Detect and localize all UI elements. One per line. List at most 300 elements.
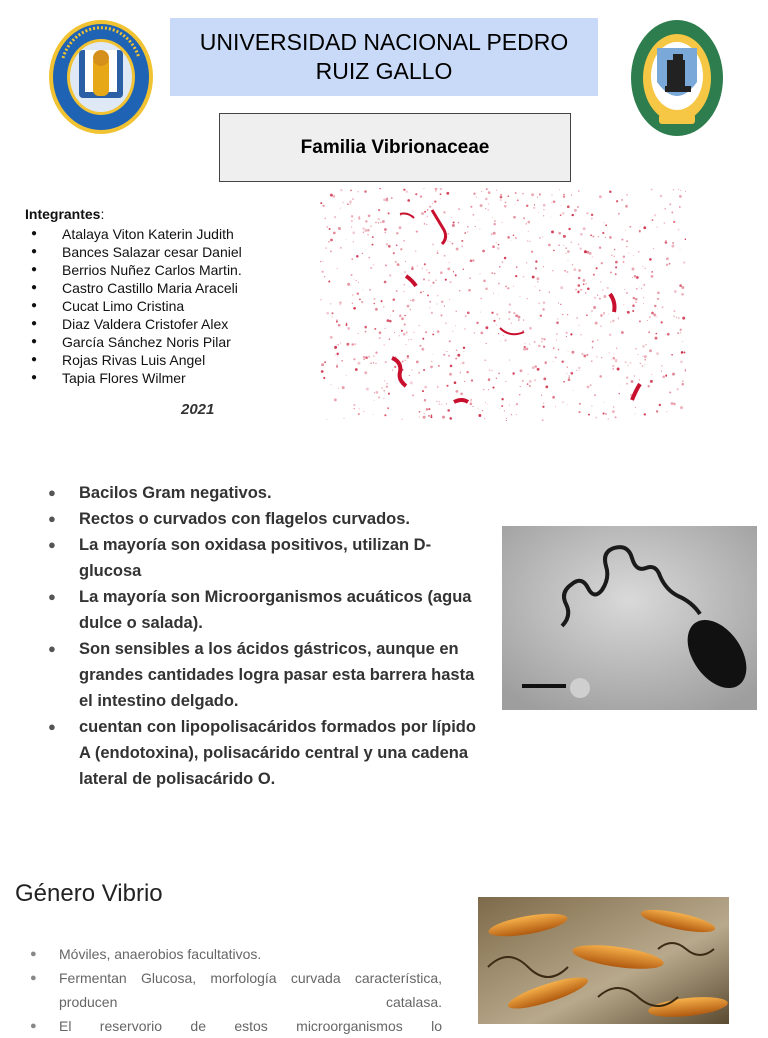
stain-speck — [320, 299, 322, 301]
stain-speck — [437, 295, 438, 296]
stain-speck — [400, 248, 402, 250]
stain-speck — [561, 205, 562, 206]
stain-speck — [422, 390, 424, 392]
stain-speck — [579, 247, 582, 250]
stain-speck — [352, 294, 353, 295]
stain-speck — [515, 275, 517, 277]
stain-speck — [393, 252, 395, 254]
stain-speck — [665, 375, 667, 377]
stain-speck — [612, 410, 615, 413]
stain-speck — [685, 369, 686, 372]
stain-speck — [560, 304, 561, 305]
members-heading: Integrantes: — [25, 206, 105, 222]
stain-speck — [364, 326, 367, 329]
stain-speck — [484, 359, 486, 361]
stain-speck — [677, 332, 678, 333]
stain-speck — [335, 354, 336, 355]
stain-speck — [449, 373, 452, 376]
stain-speck — [610, 322, 611, 323]
stain-speck — [423, 413, 425, 415]
stain-speck — [574, 209, 577, 212]
stain-speck — [340, 304, 341, 305]
stain-speck — [357, 292, 359, 294]
topic-title: Familia Vibrionaceae — [300, 136, 490, 158]
stain-speck — [526, 348, 529, 351]
stain-speck — [526, 223, 527, 224]
stain-speck — [673, 310, 675, 312]
stain-speck — [648, 331, 650, 333]
stain-speck — [595, 417, 597, 419]
stain-speck — [363, 411, 364, 412]
stain-speck — [352, 303, 353, 304]
feature-item: ● La mayoría son oxidasa positivos, utilizan D-glucosa — [48, 532, 478, 584]
stain-speck — [337, 356, 338, 357]
stain-speck — [608, 418, 609, 419]
stain-speck — [459, 290, 461, 292]
stain-speck — [592, 235, 594, 237]
stain-speck — [563, 194, 565, 196]
stain-speck — [443, 211, 445, 213]
stain-speck — [585, 283, 586, 284]
stain-speck — [386, 197, 388, 199]
stain-speck — [625, 230, 626, 231]
stain-speck — [395, 261, 397, 263]
stain-speck — [394, 332, 395, 333]
stain-speck — [461, 245, 462, 246]
stain-speck — [589, 252, 592, 255]
stain-speck — [381, 300, 383, 302]
stain-speck — [397, 263, 400, 266]
stain-speck — [492, 245, 495, 248]
stain-speck — [406, 332, 408, 334]
stain-speck — [676, 388, 678, 390]
stain-speck — [566, 336, 567, 337]
stain-speck — [519, 296, 520, 297]
stain-speck — [566, 373, 567, 374]
stain-speck — [641, 288, 642, 289]
stain-speck — [353, 358, 355, 360]
stain-speck — [359, 299, 361, 301]
stain-speck — [542, 236, 543, 237]
stain-speck — [411, 339, 412, 340]
stain-speck — [498, 283, 500, 285]
stain-speck — [580, 233, 583, 236]
stain-speck — [437, 330, 440, 333]
stain-speck — [511, 323, 512, 324]
stain-speck — [399, 226, 402, 229]
stain-speck — [562, 212, 565, 215]
stain-speck — [586, 212, 589, 215]
stain-speck — [577, 291, 579, 293]
stain-speck — [340, 189, 343, 192]
stain-speck — [568, 375, 569, 376]
stain-speck — [404, 284, 405, 285]
stain-speck — [680, 249, 681, 250]
stain-speck — [388, 245, 391, 248]
stain-speck — [513, 216, 516, 219]
stain-speck — [595, 322, 598, 325]
stain-speck — [497, 247, 500, 250]
stain-speck — [578, 244, 580, 246]
stain-speck — [568, 376, 570, 378]
stain-speck — [590, 234, 592, 236]
stain-speck — [488, 209, 489, 210]
stain-speck — [628, 253, 629, 254]
stain-speck — [653, 248, 654, 249]
stain-speck — [537, 281, 538, 282]
stain-speck — [440, 198, 441, 199]
stain-speck — [417, 265, 418, 266]
stain-speck — [610, 272, 612, 274]
stain-speck — [429, 301, 430, 302]
stain-speck — [491, 312, 493, 314]
stain-speck — [608, 313, 609, 314]
stain-speck — [635, 298, 638, 301]
stain-speck — [551, 195, 552, 196]
stain-speck — [583, 355, 586, 358]
stain-speck — [602, 232, 604, 234]
stain-speck — [533, 207, 535, 209]
stain-speck — [512, 373, 514, 375]
stain-speck — [347, 283, 350, 286]
stain-speck — [625, 205, 628, 208]
stain-speck — [477, 408, 478, 409]
stain-speck — [651, 189, 653, 191]
stain-speck — [373, 414, 374, 415]
stain-speck — [671, 354, 673, 356]
stain-speck — [447, 233, 449, 235]
stain-speck — [627, 365, 628, 366]
stain-speck — [643, 226, 646, 229]
stain-speck — [649, 258, 652, 261]
stain-speck — [336, 366, 338, 368]
stain-speck — [350, 203, 351, 204]
stain-speck — [629, 226, 631, 228]
stain-speck — [385, 264, 387, 266]
stain-speck — [602, 289, 603, 290]
stain-speck — [555, 356, 557, 358]
stain-speck — [450, 365, 453, 368]
stain-speck — [488, 378, 490, 380]
stain-speck — [323, 377, 325, 379]
stain-speck — [419, 411, 421, 413]
stain-speck — [529, 344, 530, 345]
university-logo — [47, 18, 155, 136]
stain-speck — [403, 291, 404, 292]
stain-speck — [364, 190, 367, 193]
stain-speck — [535, 267, 537, 269]
stain-speck — [421, 348, 424, 351]
stain-speck — [471, 379, 473, 381]
stain-speck — [431, 361, 432, 362]
stain-speck — [479, 228, 480, 229]
stain-speck — [565, 253, 566, 254]
stain-speck — [328, 241, 329, 242]
stain-speck — [681, 293, 684, 296]
stain-speck — [673, 221, 675, 223]
stain-speck — [504, 257, 507, 260]
stain-speck — [350, 274, 352, 276]
stain-speck — [613, 357, 616, 360]
stain-speck — [358, 413, 360, 415]
stain-speck — [465, 315, 467, 317]
stain-speck — [642, 365, 644, 367]
stain-speck — [656, 410, 658, 412]
member-item: ● Berrios Nuñez Carlos Martin. — [25, 261, 325, 279]
stain-speck — [680, 360, 683, 363]
stain-speck — [479, 273, 480, 274]
features-section — [48, 480, 478, 792]
stain-speck — [543, 215, 544, 216]
stain-speck — [330, 239, 333, 242]
stain-speck — [342, 202, 344, 204]
faculty-logo — [629, 18, 725, 138]
stain-speck — [631, 380, 634, 383]
stain-speck — [504, 339, 506, 341]
stain-speck — [432, 244, 434, 246]
stain-speck — [678, 189, 679, 190]
stain-speck — [321, 363, 324, 366]
stain-speck — [325, 218, 327, 220]
stain-speck — [396, 244, 398, 246]
stain-speck — [591, 310, 593, 312]
stain-speck — [483, 389, 485, 391]
stain-speck — [418, 372, 419, 373]
stain-speck — [449, 299, 450, 300]
stain-speck — [467, 226, 469, 228]
stain-speck — [623, 261, 625, 263]
stain-speck — [669, 392, 671, 394]
stain-speck — [623, 255, 625, 257]
stain-speck — [535, 365, 537, 367]
stain-speck — [588, 414, 590, 416]
stain-speck — [543, 346, 545, 348]
stain-speck — [529, 327, 532, 330]
stain-speck — [664, 208, 666, 210]
stain-speck — [384, 232, 385, 233]
stain-speck — [491, 234, 492, 235]
stain-speck — [527, 221, 530, 224]
stain-speck — [353, 307, 356, 310]
member-item: ● Bances Salazar cesar Daniel — [25, 243, 325, 261]
stain-speck — [600, 326, 601, 327]
stain-speck — [410, 300, 411, 301]
stain-speck — [447, 409, 450, 412]
stain-speck — [321, 370, 324, 373]
stain-speck — [423, 369, 425, 371]
stain-speck — [494, 273, 496, 275]
stain-speck — [642, 266, 643, 267]
stain-speck — [567, 205, 570, 208]
stain-speck — [632, 304, 635, 307]
stain-speck — [466, 371, 469, 374]
stain-speck — [491, 370, 493, 372]
stain-speck — [635, 407, 636, 408]
stain-speck — [405, 190, 408, 193]
stain-speck — [441, 404, 443, 406]
stain-speck — [597, 340, 598, 341]
stain-speck — [340, 208, 341, 209]
stain-speck — [372, 236, 374, 238]
stain-speck — [472, 259, 474, 261]
stain-speck — [406, 356, 409, 359]
stain-speck — [515, 204, 516, 205]
stain-speck — [563, 235, 566, 238]
stain-speck — [398, 335, 399, 336]
stain-speck — [326, 312, 329, 315]
stain-speck — [579, 370, 580, 371]
stain-speck — [556, 333, 558, 335]
stain-speck — [657, 298, 659, 300]
stain-speck — [458, 222, 460, 224]
stain-speck — [340, 247, 342, 249]
stain-speck — [375, 391, 378, 394]
stain-speck — [379, 331, 382, 334]
stain-speck — [493, 320, 495, 322]
stain-speck — [518, 316, 521, 319]
stain-speck — [665, 240, 667, 242]
stain-speck — [579, 325, 580, 326]
stain-speck — [354, 219, 355, 220]
stain-speck — [492, 217, 493, 218]
stain-speck — [444, 306, 445, 307]
stain-speck — [470, 206, 472, 208]
stain-speck — [522, 380, 523, 381]
stain-speck — [615, 261, 618, 264]
stain-speck — [539, 237, 541, 239]
stain-speck — [437, 303, 438, 304]
stain-speck — [346, 343, 349, 346]
stain-speck — [618, 213, 619, 214]
stain-speck — [570, 333, 572, 335]
stain-speck — [412, 299, 415, 302]
stain-speck — [409, 375, 410, 376]
stain-speck — [515, 314, 518, 317]
stain-speck — [611, 255, 612, 256]
stain-speck — [609, 334, 612, 337]
stain-speck — [346, 239, 347, 240]
stain-speck — [438, 403, 440, 405]
stain-speck — [603, 222, 604, 223]
stain-speck — [358, 333, 359, 334]
stain-speck — [433, 331, 434, 332]
stain-speck — [336, 364, 337, 365]
stain-speck — [475, 226, 476, 227]
stain-speck — [384, 281, 387, 284]
stain-speck — [430, 285, 431, 286]
stain-speck — [431, 414, 432, 415]
stain-speck — [496, 378, 497, 379]
stain-speck — [580, 334, 581, 335]
stain-speck — [428, 415, 430, 417]
stain-speck — [624, 289, 625, 290]
stain-speck — [378, 222, 380, 224]
stain-speck — [373, 355, 374, 356]
stain-speck — [638, 251, 640, 253]
stain-speck — [363, 356, 366, 359]
stain-speck — [470, 278, 471, 279]
stain-speck — [496, 325, 497, 326]
stain-speck — [365, 356, 368, 359]
stain-speck — [386, 243, 388, 245]
year-label: 2021 — [181, 401, 215, 418]
members-list — [25, 225, 325, 387]
stain-speck — [485, 288, 488, 291]
stain-speck — [510, 240, 511, 241]
genus-item: ● El reservorio de estos microorganismos lo — [30, 1014, 442, 1038]
stain-speck — [481, 191, 482, 192]
stain-speck — [499, 408, 500, 409]
stain-speck — [500, 199, 501, 200]
genus-heading: Género Vibrio — [15, 880, 163, 907]
stain-speck — [647, 320, 648, 321]
stain-speck — [529, 380, 532, 383]
stain-speck — [603, 412, 605, 414]
stain-speck — [413, 211, 414, 212]
stain-speck — [467, 231, 468, 232]
stain-speck — [534, 341, 536, 343]
stain-speck — [575, 289, 577, 291]
stain-speck — [680, 329, 682, 331]
stain-speck — [539, 290, 541, 292]
stain-speck — [498, 373, 500, 375]
stain-speck — [446, 351, 447, 352]
stain-speck — [657, 308, 658, 309]
stain-speck — [516, 266, 518, 268]
stain-speck — [571, 214, 573, 216]
stain-speck — [508, 318, 510, 320]
stain-speck — [349, 200, 352, 203]
stain-speck — [534, 379, 536, 381]
stain-speck — [352, 231, 355, 234]
stain-speck — [451, 217, 452, 218]
stain-speck — [553, 200, 556, 203]
stain-speck — [615, 273, 617, 275]
stain-speck — [336, 319, 337, 320]
stain-speck — [644, 359, 646, 361]
stain-speck — [403, 333, 406, 336]
stain-speck — [362, 227, 365, 230]
stain-speck — [535, 286, 536, 287]
stain-speck — [445, 322, 447, 324]
stain-speck — [596, 267, 598, 269]
stain-speck — [405, 344, 406, 345]
stain-speck — [612, 320, 615, 323]
stain-speck — [539, 193, 541, 195]
stain-speck — [392, 370, 393, 371]
stain-speck — [404, 315, 406, 317]
stain-speck — [522, 193, 524, 195]
stain-speck — [583, 227, 586, 230]
stain-speck — [446, 192, 449, 195]
stain-speck — [680, 190, 681, 191]
stain-speck — [609, 352, 610, 353]
stain-speck — [389, 339, 390, 340]
stain-speck — [664, 222, 665, 223]
stain-speck — [541, 341, 542, 342]
stain-speck — [434, 200, 436, 202]
stain-speck — [657, 316, 658, 317]
stain-speck — [383, 390, 385, 392]
stain-speck — [375, 222, 377, 224]
member-item: ● Tapia Flores Wilmer — [25, 369, 325, 387]
stain-speck — [578, 277, 581, 280]
stain-speck — [542, 406, 544, 408]
stain-speck — [597, 295, 598, 296]
stain-speck — [516, 414, 517, 415]
stain-speck — [486, 343, 487, 344]
stain-speck — [460, 372, 461, 373]
